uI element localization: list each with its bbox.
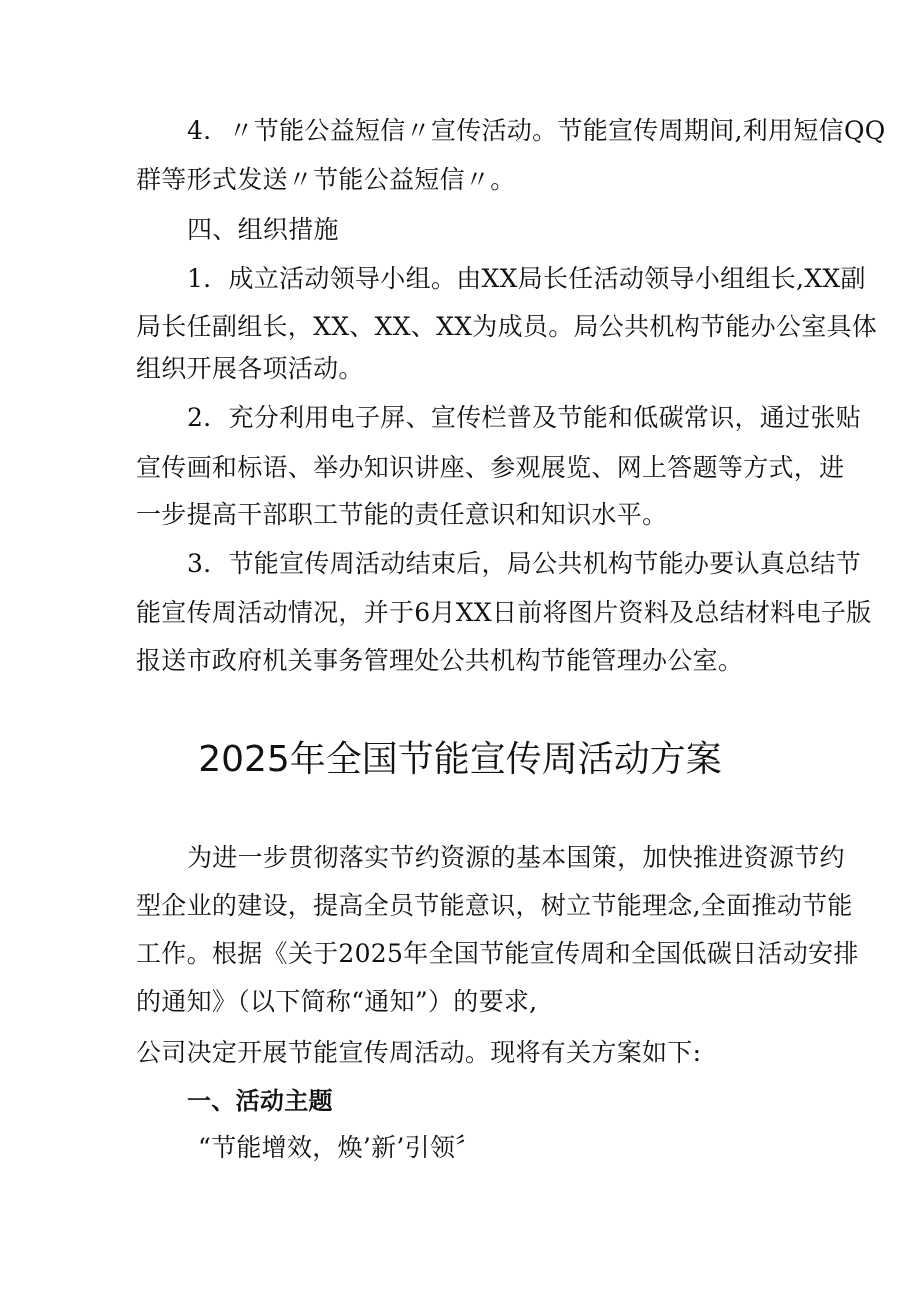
intro-line1: 为进一步贯彻落实节约资源的基本国策，加快推进资源节约 bbox=[187, 843, 845, 872]
measure2-line3: 一步提高干部职工节能的责任意识和知识水平。 bbox=[136, 500, 668, 529]
measure3-line2: 能宣传周活动情况，并于6月XX日前将图片资料及总结材料电子版 bbox=[136, 598, 872, 627]
intro-line2: 型企业的建设，提高全员节能意识，树立节能理念,全面推动节能 bbox=[136, 891, 853, 920]
intro-line5: 公司决定开展节能宣传周活动。现将有关方案如下: bbox=[136, 1038, 702, 1067]
heading-activity-theme: 一、活动主题 bbox=[187, 1087, 333, 1115]
intro-line4: 的通知》（以下简称“通知”）的要求, bbox=[136, 987, 538, 1016]
item4-line2: 群等形式发送〃节能公益短信〃。 bbox=[136, 165, 516, 194]
measure3-line3: 报送市政府机关事务管理处公共机构节能管理办公室。 bbox=[136, 646, 744, 675]
measure1-line2: 局长任副组长，XX、XX、XX为成员。局公共机构节能办公室具体 bbox=[136, 312, 878, 341]
heading-organization-measures: 四、组织措施 bbox=[187, 215, 339, 244]
measure1-line3: 组织开展各项活动。 bbox=[136, 354, 364, 383]
document-title: 2025年全国节能宣传周活动方案 bbox=[198, 739, 722, 780]
activity-theme-slogan: “节能增效，焕’新’引领〞 bbox=[198, 1133, 481, 1162]
measure1-line1: 1．成立活动领导小组。由XX局长任活动领导小组组长,XX副 bbox=[187, 264, 866, 293]
item4-line1: 4．〃节能公益短信〃宣传活动。节能宣传周期间,利用短信QQ bbox=[187, 116, 886, 145]
intro-line3: 工作。根据《关于2025年全国节能宣传周和全国低碳日活动安排 bbox=[136, 939, 859, 968]
measure3-line1: 3．节能宣传周活动结束后，局公共机构节能办要认真总结节 bbox=[187, 549, 862, 578]
measure2-line2: 宣传画和标语、举办知识讲座、参观展览、网上答题等方式，进 bbox=[136, 453, 845, 482]
measure2-line1: 2．充分利用电子屏、宣传栏普及节能和低碳常识，通过张贴 bbox=[187, 403, 862, 432]
